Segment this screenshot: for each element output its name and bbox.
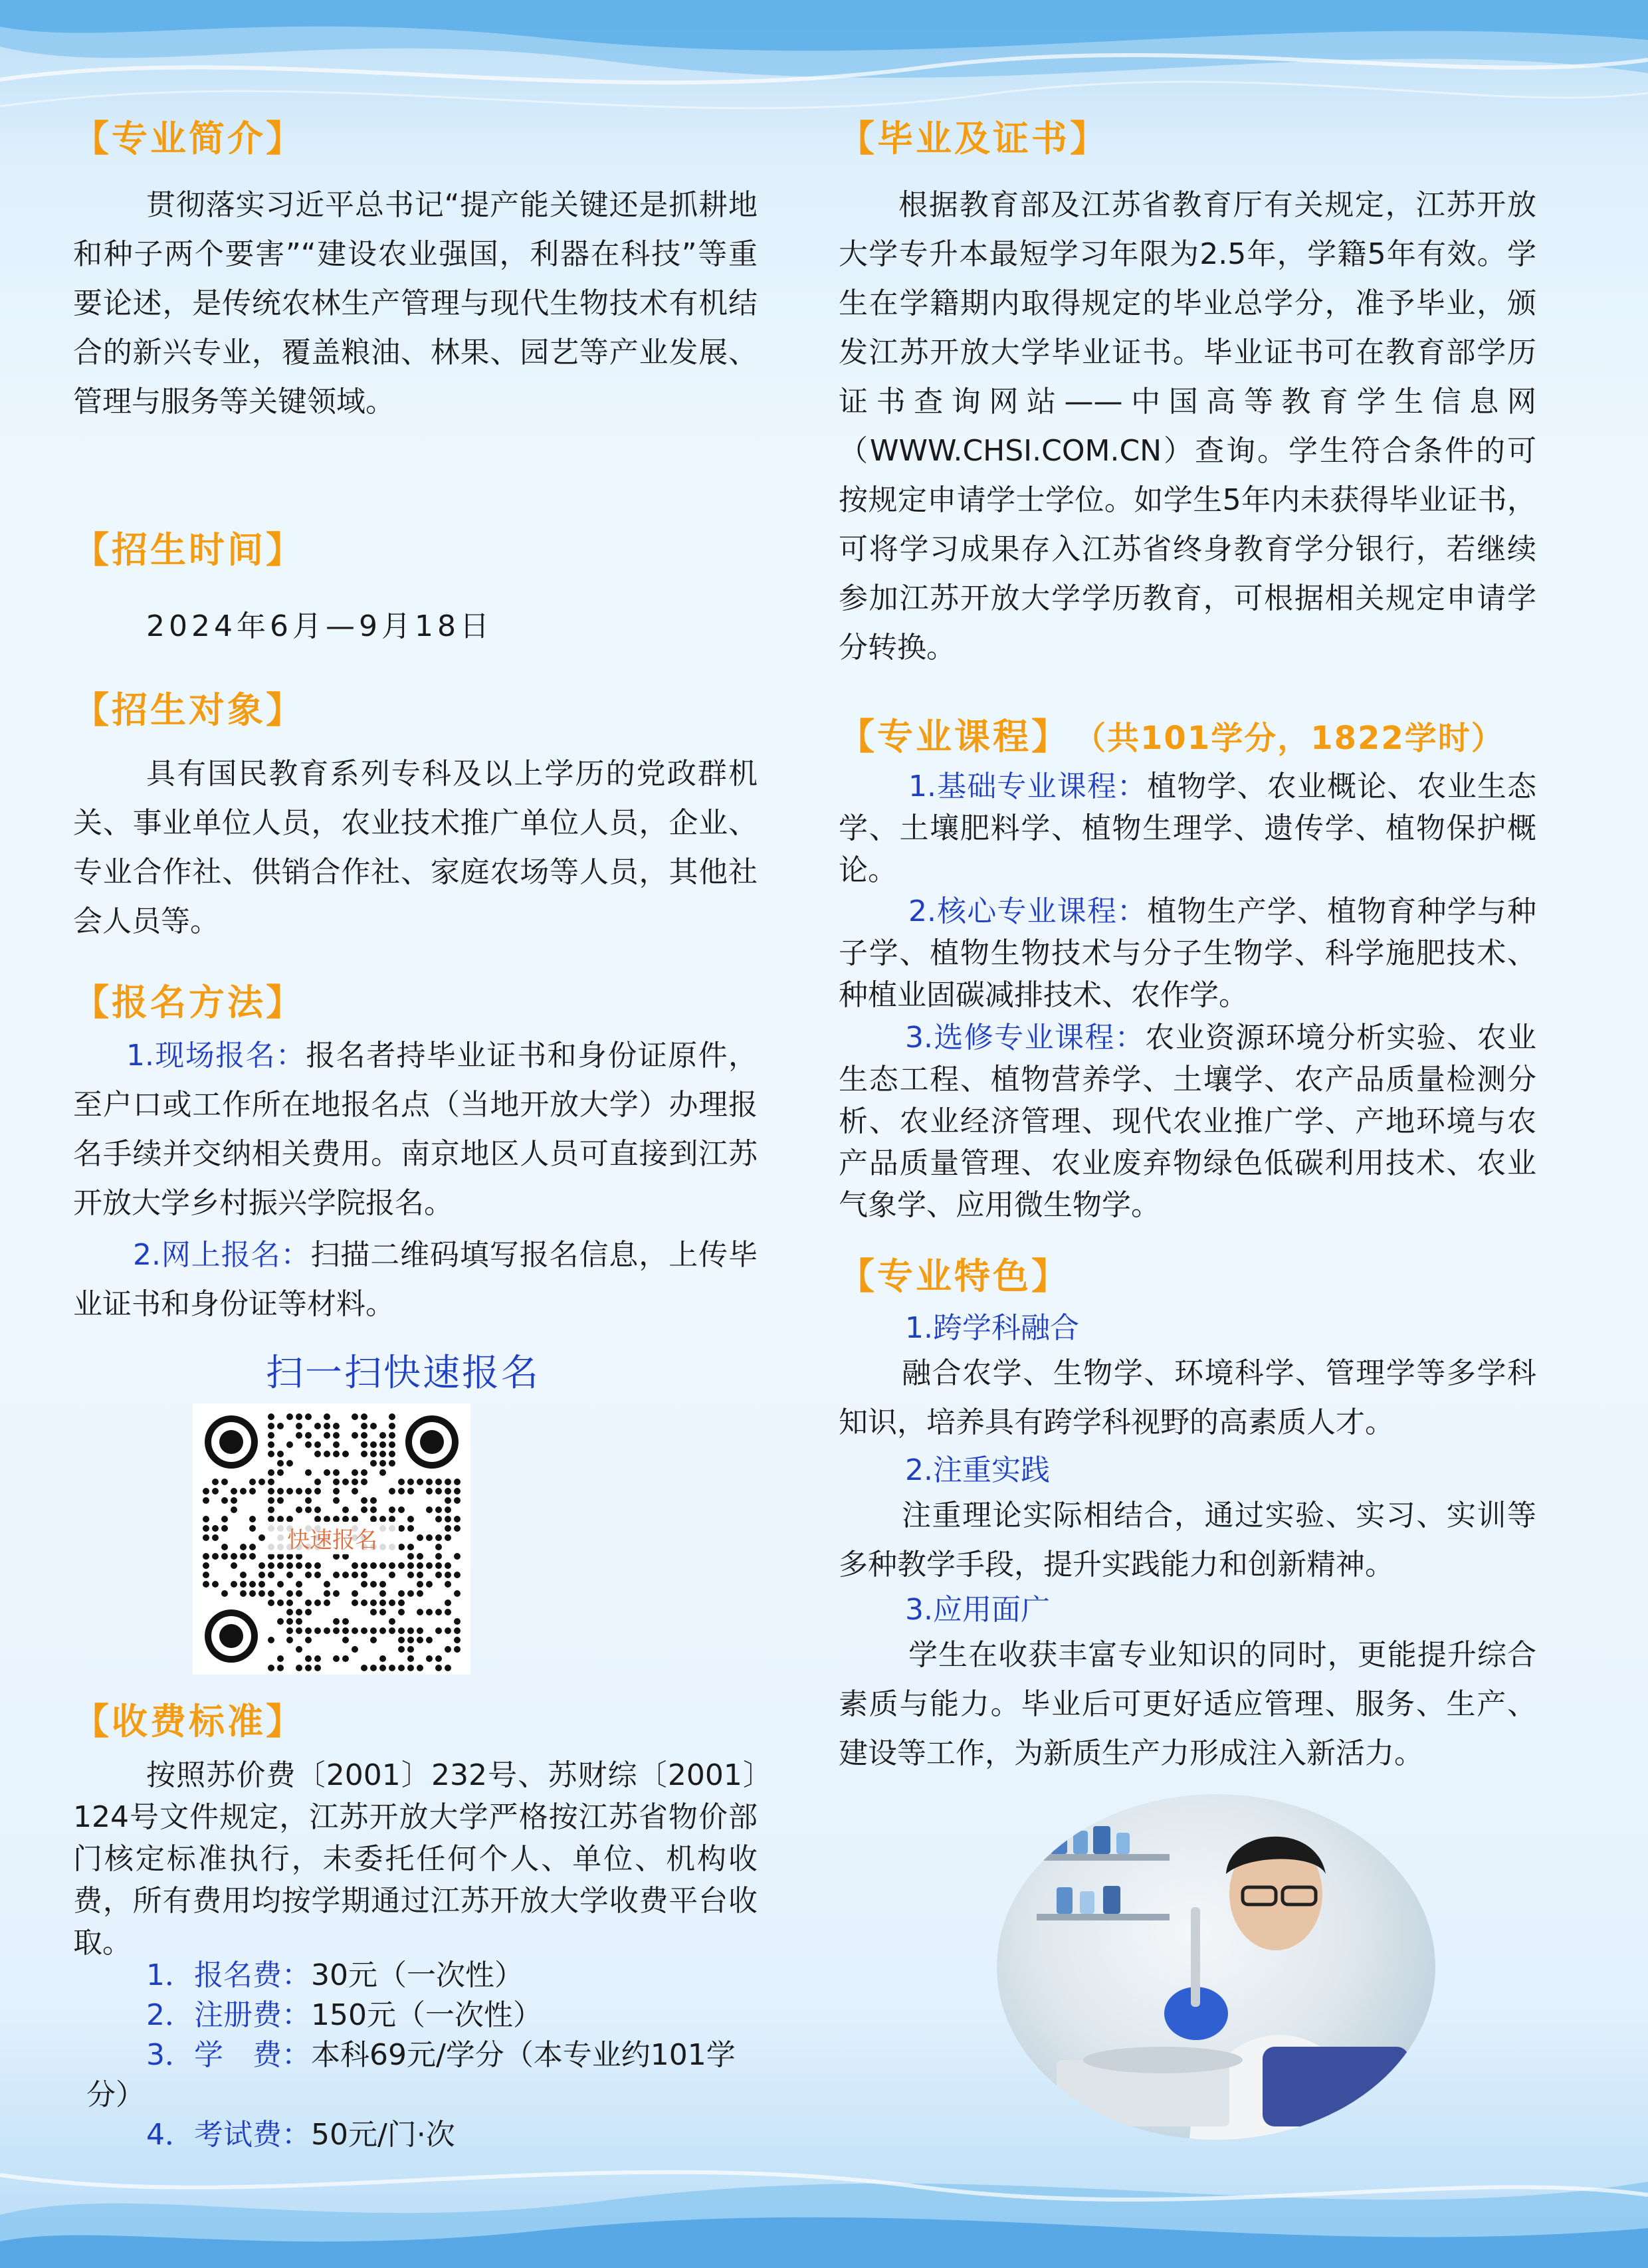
fee-item-registration xyxy=(146,1951,524,1994)
features-heading: 【专业特色】 xyxy=(839,1255,1070,1297)
courses-basic-text: 植物学、农业概论、农业生态学、土壤肥料学、植物生理学、遗传学、植物保护概论。 xyxy=(839,770,1536,887)
courses-core xyxy=(839,890,1536,1016)
enroll-time-heading: 【招生时间】 xyxy=(73,529,304,571)
top-wave-decoration xyxy=(0,0,1648,199)
apply-onsite-text: 报名者持毕业证书和身份证原件，至户口或工作所在地报名点（当地开放大学）办理报名手续并交纳相关费用。南京地区人员可直接到江苏开放大学乡村振兴学院报名。 xyxy=(73,1039,758,1220)
fees-heading: 【收费标准】 xyxy=(73,1701,304,1742)
feature-text-2: 注重理论实际相结合，通过实验、实习、实训等多种教学手段，提升实践能力和创新精神。 xyxy=(839,1498,1536,1582)
courses-core-text: 植物生产学、植物育种学与种子学、植物生物技术与分子生物学、科学施肥技术、种植业固碳减排技术、农作学。 xyxy=(839,894,1536,1012)
feature-text-1: 融合农学、生物学、环境科学、管理学等多学科知识，培养具有跨学科视野的高素质人才。 xyxy=(839,1356,1536,1439)
fee-item-enrollment xyxy=(146,1991,542,2033)
qr-finder-top-left xyxy=(205,1415,258,1469)
fees-text: 按照苏价费〔2001〕232号、苏财综〔2001〕124号文件规定，江苏开放大学严格按江苏省物价部门核定标准执行，未委托任何个人、单位、机构收费，所有费用均按学期通过江苏开放大学收费平台收取。 xyxy=(73,1758,758,1960)
fee-value: 本科69元/学分（本专业约101学 xyxy=(311,2038,736,2072)
qr-caption: 扫一扫快速报名 xyxy=(266,1352,540,1395)
target-heading: 【招生对象】 xyxy=(73,689,304,731)
target-text: 具有国民教育系列专科及以上学历的党政群机关、事业单位人员，农业技术推广单位人员，企业、专业合作社、供销合作社、家庭农场等人员，其他社会人员等。 xyxy=(73,757,758,938)
apply-online xyxy=(73,1231,758,1329)
fee-label: 2．注册费： xyxy=(146,1998,311,2032)
intro-heading: 【专业简介】 xyxy=(73,118,304,159)
qr-finder-bottom-left xyxy=(205,1609,258,1663)
fee-label: 3．学 费： xyxy=(146,2038,311,2072)
feature-title-2: 2.注重实践 xyxy=(905,1453,1050,1487)
courses-basic xyxy=(839,766,1536,891)
courses-core-label: 2.核心专业课程： xyxy=(908,894,1148,928)
graduation-text: 根据教育部及江苏省教育厅有关规定，江苏开放大学专升本最短学习年限为2.5年，学籍5年有效。学生在学籍期内取得规定的毕业总学分，准予毕业，颁发江苏开放大学毕业证书。毕业证书可在教育部学历证书查询网站——中国高等教育学生信息网（WWW.CHSI.COM.CN）查询。学生符合条件的可按规定申请学士学位。如学生5年内未获得毕业证书，可将学习成果存入江苏省终身教育学分银行，若继续参加江苏开放大学学历教育，可根据相关规定申请学分转换。 xyxy=(839,188,1536,665)
intro-text: 贯彻落实习近平总书记“提产能关键还是抓耕地和种子两个要害”“建设农业强国，利器在科技”等重要论述，是传统农林生产管理与现代生物技术有机结合的新兴专业，覆盖粮油、林果、园艺等产业发展、管理与服务等关键领域。 xyxy=(73,188,758,419)
courses-elective-text: 农业资源环境分析实验、农业生态工程、植物营养学、土壤学、农产品质量检测分析、农业经济管理、现代农业推广学、产地环境与农产品质量管理、农业废弃物绿色低碳利用技术、农业气象学、应用微生物学。 xyxy=(839,1021,1536,1222)
lab-scene-illustration xyxy=(997,1794,1435,2140)
courses-heading xyxy=(839,708,1504,760)
lab-researcher-photo xyxy=(997,1794,1435,2140)
apply-online-label: 2.网上报名： xyxy=(133,1238,311,1272)
apply-heading: 【报名方法】 xyxy=(73,981,304,1023)
fee-item-tuition-cont: 分） xyxy=(86,2078,145,2112)
bottom-wave-decoration xyxy=(0,2069,1648,2268)
fee-value: 50元/门·次 xyxy=(311,2118,455,2152)
apply-onsite xyxy=(73,1031,758,1228)
registration-qr-code[interactable] xyxy=(193,1403,470,1675)
feature-text-3: 学生在收获丰富专业知识的同时，更能提升综合素质与能力。毕业后可更好适应管理、服务、生产、建设等工作，为新质生产力形成注入新活力。 xyxy=(839,1638,1536,1770)
courses-basic-label: 1.基础专业课程： xyxy=(908,770,1148,803)
courses-heading-credits: （共101学分，1822学时） xyxy=(1090,720,1504,757)
fee-value: 150元（一次性） xyxy=(311,1998,542,2032)
qr-center-label: 快速报名 xyxy=(266,1522,399,1554)
courses-elective-label: 3.选修专业课程： xyxy=(905,1021,1146,1055)
apply-online-text: 扫描二维码填写报名信息，上传毕业证书和身份证等材料。 xyxy=(73,1238,758,1321)
feature-title-3: 3.应用面广 xyxy=(905,1593,1050,1627)
fee-value: 30元（一次性） xyxy=(311,1958,524,1992)
courses-elective xyxy=(839,1017,1536,1226)
fee-label: 1．报名费： xyxy=(146,1958,311,1992)
fee-item-tuition xyxy=(146,2031,736,2073)
courses-heading-title: 【专业课程】 xyxy=(839,716,1070,758)
qr-finder-top-right xyxy=(405,1415,459,1469)
graduation-heading: 【毕业及证书】 xyxy=(839,118,1108,159)
fee-item-exam xyxy=(146,2111,455,2153)
fee-label: 4．考试费： xyxy=(146,2118,311,2152)
apply-onsite-label: 1.现场报名： xyxy=(126,1039,306,1073)
enroll-time-text: 2024年6月—9月18日 xyxy=(146,609,493,643)
feature-title-1: 1.跨学科融合 xyxy=(905,1311,1079,1345)
